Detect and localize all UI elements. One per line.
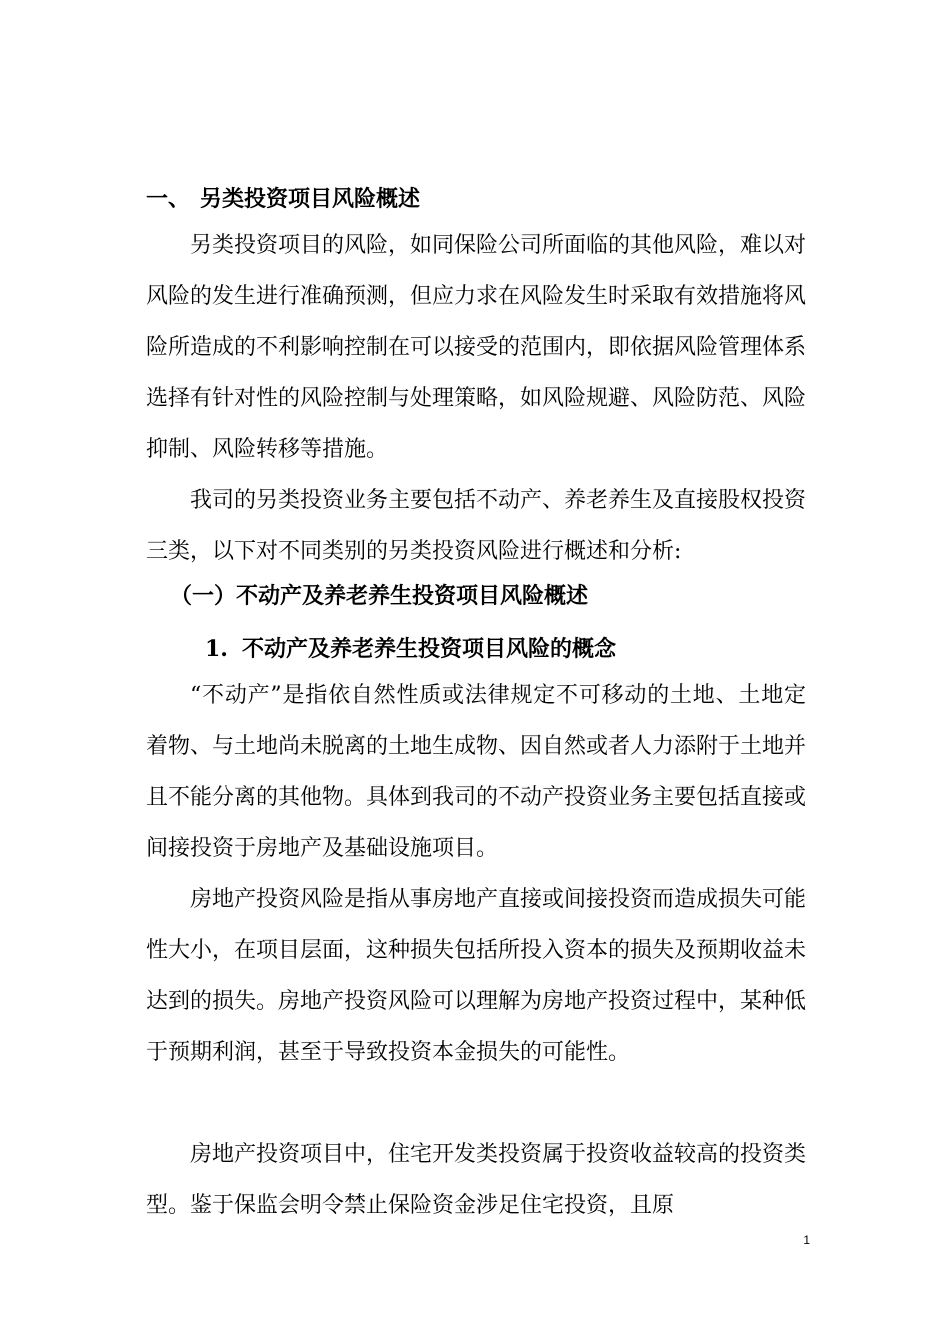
paragraph: 我司的另类投资业务主要包括不动产、养老养生及直接股权投资三类，以下对不同类别的另类投资风险进行概述和分析: — [146, 488, 807, 564]
section-heading — [146, 183, 420, 217]
paragraph: 另类投资项目的风险，如同保险公司所面临的其他风险，难以对风险的发生进行准确预测，但应力求在风险发生时采取有效措施将风险所造成的不利影响控制在可以接受的范围内，即依据风险管理体系选择有针对性的风险控制与处理策略，如风险规避、风险防范、风险抑制、风险转移等措施。 — [146, 233, 807, 462]
subsubsection-number: 1. — [205, 636, 228, 662]
paragraph: 房地产投资项目中，住宅开发类投资属于投资收益较高的投资类型。鉴于保监会明令禁止保险资金涉足住宅投资，且原 — [146, 1142, 807, 1218]
subsubsection-heading — [205, 632, 616, 667]
section-title: 另类投资项目风险概述 — [200, 187, 421, 212]
page-number: 1 — [803, 1233, 810, 1247]
section-number: 一、 — [146, 187, 191, 212]
paragraph: “不动产”是指依自然性质或法律规定不可移动的土地、土地定着物、与土地尚未脱离的土地生成物、因自然或者人力添附于土地并且不能分离的其他物。具体到我司的不动产投资业务主要包括直接或间接投资于房地产及基础设施项目。 — [146, 683, 807, 861]
subsection-heading: （一）不动产及养老养生投资项目风险概述 — [170, 584, 589, 609]
subsubsection-title: 不动产及养老养生投资项目风险的概念 — [242, 637, 617, 662]
paragraph: 房地产投资风险是指从事房地产直接或间接投资而造成损失可能性大小，在项目层面，这种损失包括所投入资本的损失及预期收益未达到的损失。房地产投资风险可以理解为房地产投资过程中，某种低于预期利润，甚至于导致投资本金损失的可能性。 — [146, 887, 807, 1065]
